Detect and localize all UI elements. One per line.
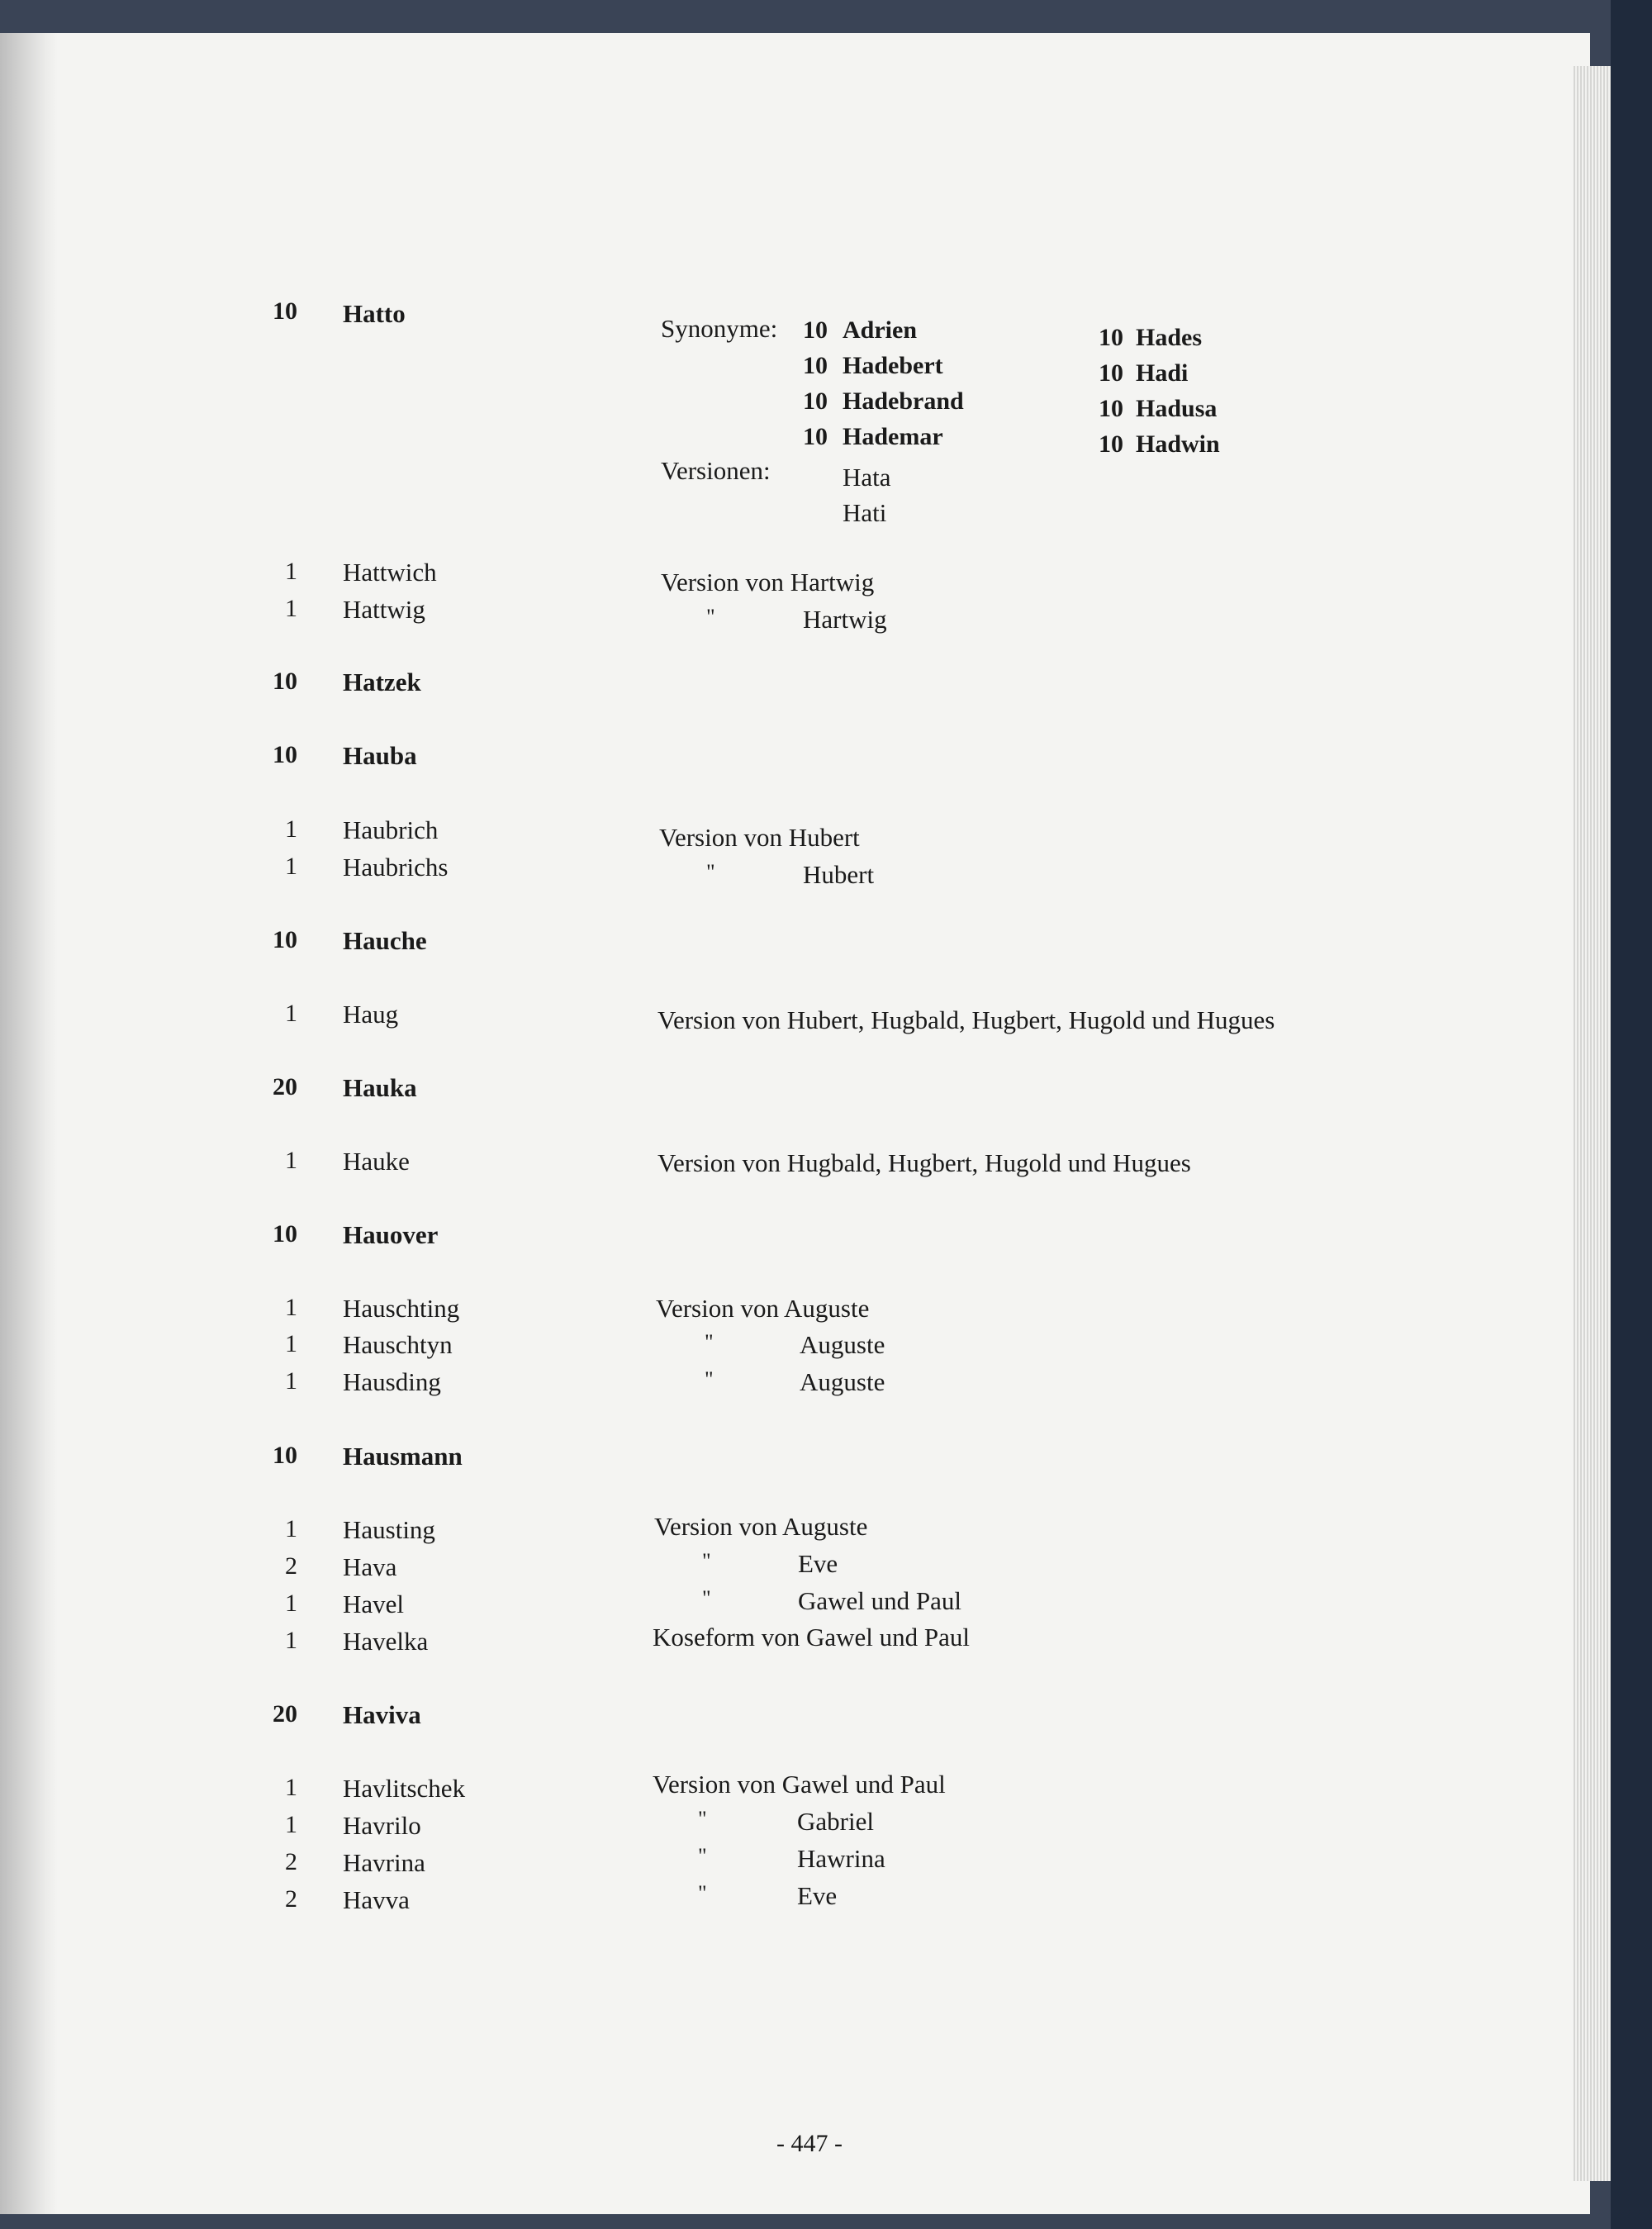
- entry-description: Auguste: [800, 1330, 885, 1359]
- entry-name: Hausting: [343, 1515, 435, 1544]
- version-name: Hati: [843, 498, 887, 527]
- synonym-name: Hadebrand: [843, 387, 964, 415]
- entry-description: Hubert: [803, 860, 875, 889]
- synonym-number: 10: [1099, 324, 1123, 351]
- ditto-mark: ": [698, 1881, 707, 1905]
- entry-row: [0, 1586, 1611, 1627]
- entry-description: Version von Auguste: [654, 1512, 868, 1541]
- entry-row: [0, 1807, 1611, 1848]
- entry-row: [0, 558, 1611, 595]
- entry-row: [0, 1844, 1611, 1885]
- ditto-mark: ": [698, 1807, 707, 1831]
- entry-name: Hauschting: [343, 1294, 460, 1323]
- entry-row: [0, 741, 1611, 778]
- ditto-mark: ": [698, 1844, 707, 1868]
- entry-row: [0, 853, 1611, 890]
- ditto-mark: ": [705, 1330, 714, 1354]
- entry-number: 2: [285, 1552, 297, 1580]
- synonyme-label: Synonyme:: [661, 314, 778, 343]
- entry-number: 10: [273, 668, 297, 695]
- entry-number: 10: [273, 1442, 297, 1469]
- entry-name: Havlitschek: [343, 1774, 466, 1803]
- entry-description: Version von Hugbald, Hugbert, Hugold und Hugues: [657, 1148, 1191, 1177]
- entry-name: Hausding: [343, 1367, 441, 1396]
- entry-name: Hatto: [343, 299, 406, 328]
- entry-description: Eve: [797, 1881, 838, 1910]
- entry-description: Gabriel: [797, 1807, 874, 1836]
- entry-number: 1: [285, 815, 297, 843]
- ditto-mark: ": [706, 605, 715, 629]
- entry-name: Hauba: [343, 741, 417, 770]
- ditto-mark: ": [706, 860, 715, 884]
- entry-description: Hawrina: [797, 1844, 885, 1873]
- entry-row: [0, 668, 1611, 705]
- entry-description: Version von Hartwig: [661, 568, 875, 596]
- entry-name: Havrilo: [343, 1811, 421, 1840]
- entry-number: 10: [273, 1220, 297, 1248]
- entry-description: Auguste: [800, 1367, 885, 1396]
- entry-name: Haubrich: [343, 815, 439, 844]
- entry-description: Version von Hubert, Hugbald, Hugbert, Hugold und Hugues: [657, 1005, 1275, 1034]
- entry-row: [0, 1147, 1611, 1184]
- synonym-number: 10: [803, 316, 828, 344]
- synonym-number: 10: [803, 352, 828, 379]
- entry-row: [0, 1367, 1611, 1404]
- entry-number: 10: [273, 741, 297, 768]
- synonym-number: 10: [803, 423, 828, 450]
- synonym-name: Hadusa: [1136, 395, 1218, 422]
- entry-number: 1: [285, 1294, 297, 1321]
- entry-number: 10: [273, 926, 297, 953]
- synonym-name: Hadwin: [1136, 430, 1220, 458]
- entry-number: 20: [273, 1700, 297, 1728]
- entry-number: 1: [285, 1367, 297, 1395]
- entry-name: Hava: [343, 1552, 397, 1581]
- entry-number: 1: [285, 1627, 297, 1654]
- entry-row: [0, 1442, 1611, 1479]
- entry-name: Haubrichs: [343, 853, 449, 882]
- entry-name: Hauka: [343, 1073, 417, 1102]
- entry-row: [0, 1073, 1611, 1110]
- entry-number: 2: [285, 1885, 297, 1913]
- synonym-number: 10: [1099, 359, 1123, 387]
- entry-row: [0, 1700, 1611, 1737]
- entry-description: Version von Gawel und Paul: [653, 1770, 946, 1799]
- entry-description: Version von Auguste: [656, 1294, 870, 1323]
- entry-number: 1: [285, 1147, 297, 1174]
- entry-name: Hauke: [343, 1147, 410, 1176]
- entry-number: 1: [285, 1330, 297, 1357]
- entry-number: 1: [285, 1774, 297, 1801]
- entry-name: Hatzek: [343, 668, 421, 696]
- entry-row: [0, 1220, 1611, 1257]
- synonym-name: Hadebert: [843, 352, 943, 379]
- entry-row: [0, 1549, 1611, 1590]
- entry-number: 20: [273, 1073, 297, 1100]
- entry-name: Haviva: [343, 1700, 421, 1729]
- entry-name: Hattwich: [343, 558, 437, 587]
- entry-name: Havrina: [343, 1848, 425, 1877]
- entry-row: [0, 1294, 1611, 1331]
- entry-name: Hauche: [343, 926, 427, 955]
- entry-number: 1: [285, 595, 297, 622]
- synonym-name: Hades: [1136, 324, 1203, 351]
- entry-row: [0, 1770, 1611, 1811]
- entry-name: Hauschtyn: [343, 1330, 453, 1359]
- synonym-name: Adrien: [843, 316, 917, 344]
- entry-description: Hartwig: [803, 605, 887, 634]
- entry-number: 10: [273, 297, 297, 325]
- entry-description: Koseform von Gawel und Paul: [653, 1623, 970, 1652]
- entry-number: 1: [285, 1811, 297, 1838]
- synonym-number: 10: [1099, 395, 1123, 422]
- entry-description: Version von Hubert: [659, 823, 860, 852]
- entry-number: 1: [285, 1000, 297, 1027]
- entry-number: 1: [285, 558, 297, 585]
- entry-row: [0, 1881, 1611, 1922]
- entry-row: [0, 595, 1611, 632]
- entry-name: Hausmann: [343, 1442, 463, 1471]
- entry-row: [0, 1512, 1611, 1552]
- page-number: - 447 -: [776, 2130, 843, 2157]
- entry-description: Eve: [798, 1549, 838, 1578]
- entry-name: Haug: [343, 1000, 399, 1029]
- entry-name: Havel: [343, 1590, 405, 1618]
- synonym-name: Hademar: [843, 423, 943, 450]
- synonym-name: Hadi: [1136, 359, 1189, 387]
- versionen-label: Versionen:: [661, 456, 771, 485]
- synonym-number: 10: [1099, 430, 1123, 458]
- entry-row: [0, 1000, 1611, 1037]
- version-name: Hata: [843, 463, 891, 492]
- entry-name: Havva: [343, 1885, 410, 1914]
- entry-row: [0, 1330, 1611, 1367]
- entry-row: [0, 1623, 1611, 1664]
- entry-name: Havelka: [343, 1627, 429, 1656]
- ditto-mark: ": [702, 1549, 711, 1573]
- ditto-mark: ": [702, 1586, 711, 1610]
- entry-number: 1: [285, 1590, 297, 1617]
- entry-row: [0, 926, 1611, 963]
- entry-number: 1: [285, 853, 297, 880]
- entry-name: Hauover: [343, 1220, 439, 1249]
- ditto-mark: ": [705, 1367, 714, 1391]
- synonym-number: 10: [803, 387, 828, 415]
- entry-description: Gawel und Paul: [798, 1586, 962, 1615]
- entry-row: [0, 815, 1611, 853]
- entry-number: 2: [285, 1848, 297, 1875]
- entry-name: Hattwig: [343, 595, 425, 624]
- entry-number: 1: [285, 1515, 297, 1542]
